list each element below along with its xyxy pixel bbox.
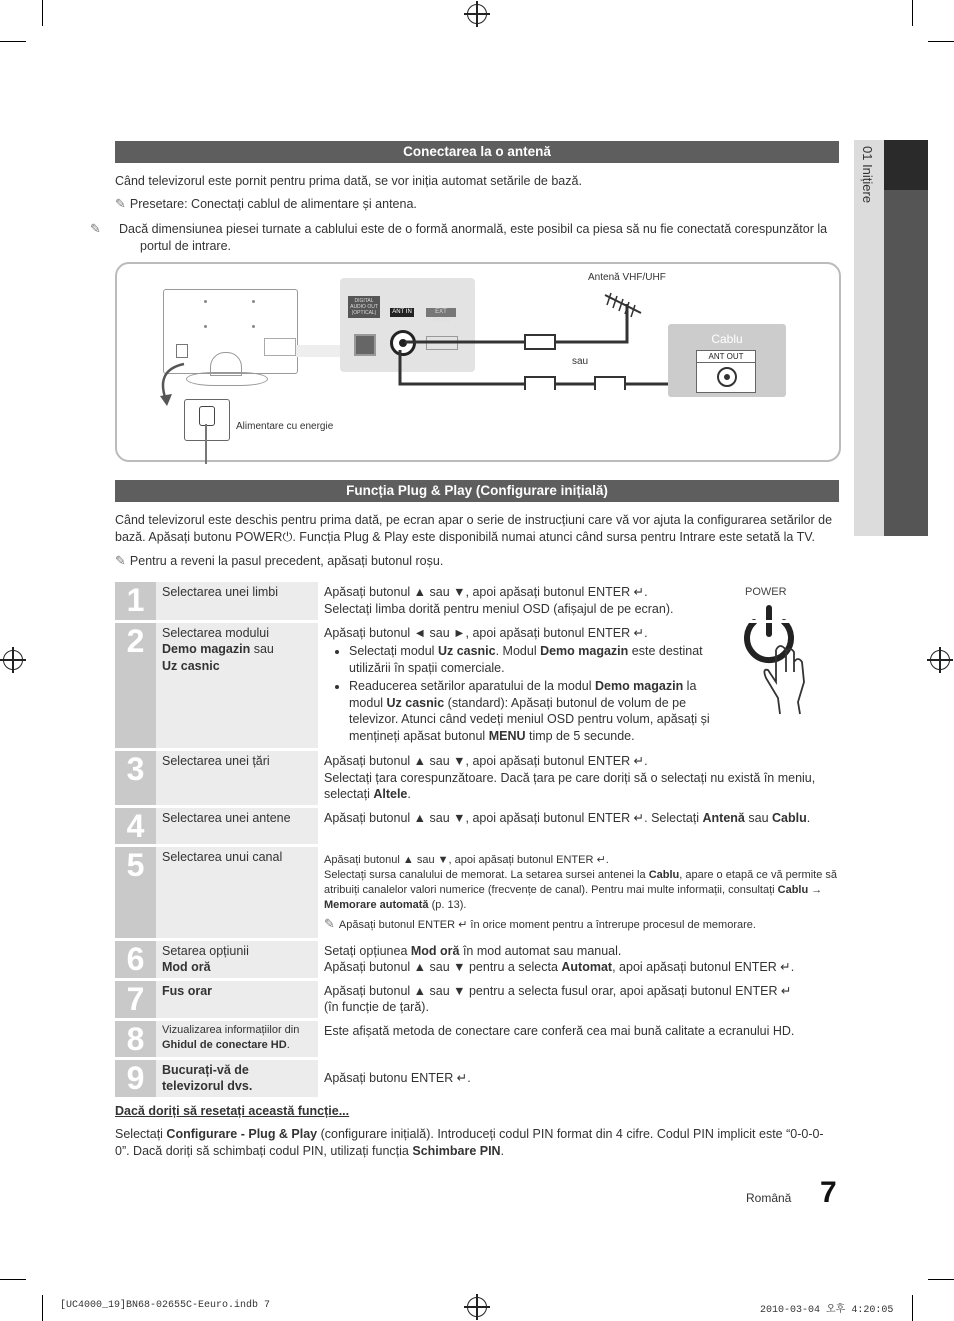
steps-table [115,582,857,1097]
enter-icon: ↵ [780,960,791,974]
side-tab-top [884,140,928,190]
step-row [115,939,857,979]
step-description: Apăsați butonul ▲ sau ▼, apoi apăsați butonul ENTER ↵. Selectați limba dorită pentru meniul OSD (afișajul de pe ecran). [324,585,674,616]
intro-text: Când televizorul este pornit pentru prima dată, se vor iniția automat setările de bază. [115,174,582,188]
power-button-label: POWER [745,586,787,598]
footer-date: 2010-03-04 오후 4:20:05 [760,1305,894,1316]
crop-mark [928,41,954,42]
page-number: 7 [820,1176,837,1209]
note-icon: ✎ [115,553,126,568]
step-label: Setarea opțiunii Mod oră [156,939,318,979]
antenna-cable-lines [395,280,715,390]
footer-file: [UC4000_19]BN68-02655C-Eeuro.indb 7 [60,1300,271,1311]
step-description: Apăsați butonul ▲ sau ▼, apoi apăsați butonul ENTER ↵. Selectați sursa canalului de memorat. La setarea sursei antenei la Cablu, apare o etapă ce vă permite să atribuiți canalelor valori numerice (frecvențe de canal). Pentru mai multe informații, consultați Cablu → Memorare automată (p. 13). ✎ Apăsați butonul ENTER ↵ în orice moment pentru a întrerupe procesul de memorare. [324,853,838,931]
crop-mark [928,1279,954,1280]
reset-title: Dacă doriți să resetați această funcție... [115,1104,350,1118]
crop-mark [912,0,913,26]
port-label-ext: EXT (RGB) [426,308,456,317]
step-description: Apăsați butonul ▲ sau ▼ pentru a selecta fusul orar, apoi apăsați butonul ENTER ↵ (în funcție de țară). [324,983,792,1014]
crop-mark [42,1295,43,1321]
or-label: sau [572,356,589,367]
ant-out-label: ANT OUT [697,351,755,363]
step-number: 9 [115,1058,156,1097]
step-row [115,979,857,1019]
enter-icon: ↵ [633,810,645,825]
note: ✎ Pentru a reveni la pasul precedent, apăsați butonul roșu. [115,553,444,568]
enter-icon: ↵ [780,983,792,998]
step-number: 7 [115,979,156,1019]
note-icon: ✎ [115,196,126,211]
step-label: Selectarea unui canal [156,845,318,939]
step-row [115,845,857,939]
step-description: Apăsați butonul ◄ sau ►, apoi apăsați butonul ENTER ↵. • Selectați modul Uz casnic. Modul Demo magazin este destinat utilizării în spații comerciale. • Readucerea setărilor aparatului de la modul Demo magazin la modul Uz casnic (standard): Apăsați butonul de volum de pe televizor. Atunci când vedeți meniul OSD pentru volum, apăsați și mențineți apăsat butonul MENU timp de 5 secunde. [318,621,857,750]
crop-mark [912,1295,913,1321]
reset-text: Selectați Configurare - Plug & Play (configurare inițială). Introduceți codul PIN format din 4 cifre. Codul PIN implicit este “0-0-0-0”. Dacă doriți să schimbați codul PIN, utilizați funcția Schimbare PIN. [115,1127,824,1158]
list-item: • Selectați modul Uz casnic. Modul Demo magazin este destinat utilizării în spații comerciale. [349,643,724,676]
port-label-ant-in: ANT IN [390,308,414,317]
note: ✎ Dacă dimensiunea piesei turnate a cablului este de o formă anormală, este posibil ca piesa să nu fie conectată corespunzător la portul de intrare. [90,221,828,253]
enter-icon: ↵ [596,853,606,866]
step-number: 6 [115,939,156,979]
step-label: Selectarea unei limbi [156,582,318,621]
optical-port-icon [354,334,376,356]
registration-mark-icon [467,4,487,24]
step-row [115,806,857,845]
power-icon: ⏻ [282,529,293,544]
cable-label: Cablu [711,332,743,346]
side-tab-dark [884,140,928,536]
step-label: Bucurați-vă de televizorul dvs. [156,1058,318,1097]
step-row [115,750,857,807]
power-label: Alimentare cu energie [236,421,334,432]
step-description: Este afișată metoda de conectare care conferă cea mai bună calitate a ecranului HD. [324,1023,795,1038]
step-number: 3 [115,750,156,807]
power-plug-icon [184,399,230,441]
enter-icon: ↵ [458,918,468,931]
step-label: Selectarea unei antene [156,806,318,845]
antenna-label: Antenă VHF/UHF [588,272,666,283]
step-number: 8 [115,1019,156,1058]
note-icon: ✎ [324,915,335,931]
intro-text: Când televizorul este deschis pentru prima dată, pe ecran apar o serie de instrucțiuni care vă vor ajuta la configurarea setărilor de bază. Apăsați butonu POWER⏻. Funcția Plug & Play este disponibilă numai atunci când sursa pentru Intrare este setată la TV. [115,513,833,544]
step-row [115,1019,857,1058]
list-item: • Readucerea setărilor aparatului de la modul Demo magazin la modul Uz casnic (standard): Apăsați butonul de volum de pe televizor. Atunci când vedeți meniul OSD pentru volum, apăsați și mențineți apăsat butonul MENU timp de 5 secunde. [349,678,724,744]
crop-mark [0,41,26,42]
antenna-icon [603,285,643,325]
registration-mark-icon [930,650,950,670]
step-description: Apăsați butonul ▲ sau ▼, apoi apăsați butonul ENTER ↵. Selectați țara corespunzătoare. Dacă țara pe care doriți să o selectați nu există în meniu, selectați Altele. [324,754,816,801]
side-tab-label: 01 Inițiere [860,146,875,204]
step-label: Vizualizarea informațiilor din Ghidul de conectare HD. [156,1019,318,1058]
step-number: 1 [115,582,156,621]
section-title: Conectarea la o antenă [115,141,839,163]
section-title: Funcția Plug & Play (Configurare inițială) [115,480,839,502]
registration-mark-icon [3,650,23,670]
enter-icon: ↵ [633,625,645,640]
cable-box [668,324,786,397]
language-label: Română [746,1191,792,1205]
enter-icon: ↵ [633,585,645,599]
ant-out-port-icon [717,367,737,387]
crop-mark [42,0,43,26]
port-label-digital: DIGITAL AUDIO OUT (OPTICAL) [348,296,380,318]
step-label: Selectarea modului Demo magazin sau Uz casnic [156,621,318,750]
step-number: 5 [115,845,156,939]
step-row [115,1058,857,1097]
step-row [115,582,857,621]
step-row [115,621,857,750]
tv-stand-neck [210,352,242,376]
step-description: Apăsați butonu ENTER ↵. [324,1070,471,1085]
zoom-callout [296,345,340,357]
crop-mark [0,1279,26,1280]
step-label: Fus orar [156,979,318,1019]
note: ✎ Presetare: Conectați cablul de alimentare și antena. [115,196,417,211]
enter-icon: ↵ [633,754,645,768]
enter-icon: ↵ [456,1070,468,1085]
step-description: Apăsați butonul ▲ sau ▼, apoi apăsați butonul ENTER ↵. Selectați Antenă sau Cablu. [324,810,811,825]
step-number: 2 [115,621,156,750]
step-description: Setați opțiunea Mod oră în mod automat sau manual. Apăsați butonul ▲ sau ▼ pentru a selecta Automat, apoi apăsați butonul ENTER ↵. [324,943,795,974]
step-number: 4 [115,806,156,845]
registration-mark-icon [467,1297,487,1317]
step-label: Selectarea unei țări [156,750,318,807]
